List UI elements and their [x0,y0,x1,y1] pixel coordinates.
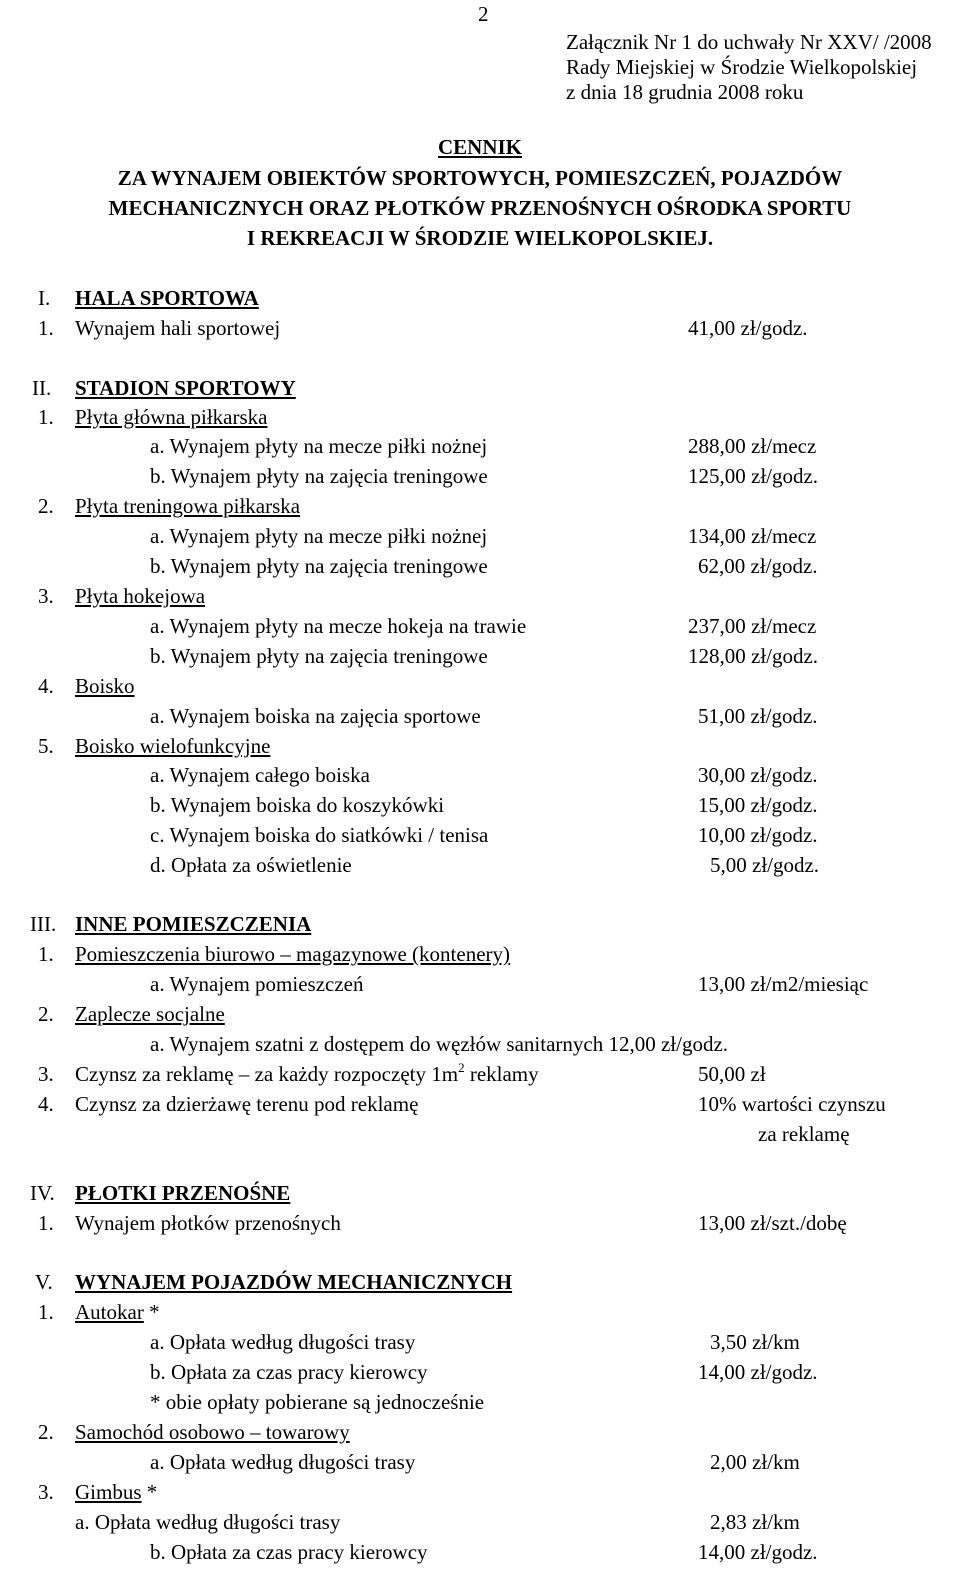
item-price: 14,00 zł/godz. [698,1360,818,1384]
item-label: Wynajem płotków przenośnych [75,1211,341,1235]
item-price: 5,00 zł/godz. [710,853,820,877]
group-title: Zaplecze socjalne [75,1002,225,1026]
group-title: Samochód osobowo – towarowy [75,1420,350,1444]
item-label: b. Opłata za czas pracy kierowcy [150,1360,428,1384]
asterisk: * [143,1300,160,1324]
item-label: a. Wynajem szatni z dostępem do węzłów sanitarnych 12,00 zł/godz. [150,1032,729,1056]
item-label: a. Opłata według długości trasy [75,1510,341,1534]
group-title: Płyta hokejowa [75,584,206,608]
item-label: b. Wynajem płyty na zajęcia treningowe [150,464,488,488]
item-price: 134,00 zł/mecz [688,524,817,548]
group-number: 1. [38,1300,54,1324]
group-title: Płyta główna piłkarska [75,405,268,429]
section-2-number: II. [32,376,52,400]
item-price: 237,00 zł/mecz [688,614,817,638]
page-number: 2 [478,2,489,26]
item-price: 62,00 zł/godz. [698,554,818,578]
group-title [75,1480,157,1504]
group-title-text: Gimbus [75,1480,142,1504]
title-line-3: MECHANICZNYCH ORAZ PŁOTKÓW PRZENOŚNYCH OŚRODKA SPORTU [108,196,852,220]
item-price: 14,00 zł/godz. [698,1540,818,1564]
item-price: 3,50 zł/km [710,1330,800,1354]
item-label: d. Opłata za oświetlenie [150,853,352,877]
header-line-2: Rady Miejskiej w Środzie Wielkopolskiej [566,55,918,79]
item-price: 128,00 zł/godz. [688,644,819,668]
section-4-title: PŁOTKI PRZENOŚNE [75,1181,291,1205]
item-label: b. Wynajem boiska do koszykówki [150,793,445,817]
item-label: Wynajem hali sportowej [75,316,281,340]
group-number: 4. [38,1092,54,1116]
section-1-number: I. [38,286,51,310]
group-number: 5. [38,734,54,758]
section-4-number: IV. [30,1181,55,1205]
item-label: Czynsz za dzierżawę terenu pod reklamę [75,1092,419,1116]
group-title: Boisko [75,674,135,698]
superscript: 2 [458,1060,465,1075]
title-line-4: I REKREACJI W ŚRODZIE WIELKOPOLSKIEJ. [246,226,714,250]
item-label-suffix: reklamy [464,1062,539,1086]
item-number: 1. [38,316,54,340]
header-line-3: z dnia 18 grudnia 2008 roku [566,80,804,104]
group-title-text: Autokar [75,1300,144,1324]
item-label: b. Wynajem płyty na zajęcia treningowe [150,644,488,668]
item-price: 10% wartości czynszu [698,1092,886,1116]
item-price: 13,00 zł/m2/miesiąc [698,972,869,996]
item-label: a. Opłata według długości trasy [150,1330,416,1354]
item-number: 1. [38,1211,54,1235]
header-line-1: Załącznik Nr 1 do uchwały Nr XXV/ /2008 [566,30,932,54]
item-label: b. Opłata za czas pracy kierowcy [150,1540,428,1564]
item-price: 288,00 zł/mecz [688,434,817,458]
item-price: 51,00 zł/godz. [698,704,818,728]
section-2-title: STADION SPORTOWY [75,376,296,400]
document-title: CENNIK [437,135,522,159]
group-number: 4. [38,674,54,698]
group-number: 2. [38,1420,54,1444]
group-number: 1. [38,405,54,429]
section-5-number: V. [35,1270,53,1294]
item-price-continued: za reklamę [758,1122,850,1146]
item-price: 41,00 zł/godz. [688,316,808,340]
group-number: 1. [38,942,54,966]
section-3-number: III. [30,912,57,936]
section-1-title: HALA SPORTOWA [75,286,259,310]
group-title: Pomieszczenia biurowo – magazynowe (kontenery) [75,942,511,966]
group-number: 3. [38,1062,54,1086]
item-price: 15,00 zł/godz. [698,793,818,817]
item-label: a. Opłata według długości trasy [150,1450,416,1474]
item-label: a. Wynajem płyty na mecze piłki nożnej [150,434,488,458]
item-label: a. Wynajem pomieszczeń [150,972,364,996]
item-price: 50,00 zł [698,1062,766,1086]
section-3-title: INNE POMIESZCZENIA [75,912,312,936]
item-label [75,1062,539,1086]
item-label: a. Wynajem boiska na zajęcia sportowe [150,704,481,728]
group-title: Płyta treningowa piłkarska [75,494,301,518]
group-title: Boisko wielofunkcyjne [75,734,271,758]
item-price: 125,00 zł/godz. [688,464,819,488]
item-label: a. Wynajem płyty na mecze piłki nożnej [150,524,488,548]
group-number: 3. [38,1480,54,1504]
group-number: 3. [38,584,54,608]
item-label: b. Wynajem płyty na zajęcia treningowe [150,554,488,578]
group-number: 2. [38,1002,54,1026]
group-number: 2. [38,494,54,518]
item-price: 2,83 zł/km [710,1510,800,1534]
title-line-2: ZA WYNAJEM OBIEKTÓW SPORTOWYCH, POMIESZCZEŃ, POJAZDÓW [117,166,843,190]
asterisk: * [141,1480,158,1504]
section-5-title: WYNAJEM POJAZDÓW MECHANICZNYCH [75,1270,513,1294]
item-price: 30,00 zł/godz. [698,763,818,787]
item-label-text: Czynsz za reklamę – za każdy rozpoczęty 1m [75,1062,459,1086]
item-price: 10,00 zł/godz. [698,823,818,847]
group-title [75,1300,160,1324]
item-price: 13,00 zł/szt./dobę [698,1211,847,1235]
item-label: a. Wynajem całego boiska [150,763,370,787]
item-price: 2,00 zł/km [710,1450,800,1474]
item-label: a. Wynajem płyty na mecze hokeja na trawie [150,614,527,638]
footnote: * obie opłaty pobierane są jednocześnie [150,1390,485,1414]
item-label: c. Wynajem boiska do siatkówki / tenisa [150,823,489,847]
